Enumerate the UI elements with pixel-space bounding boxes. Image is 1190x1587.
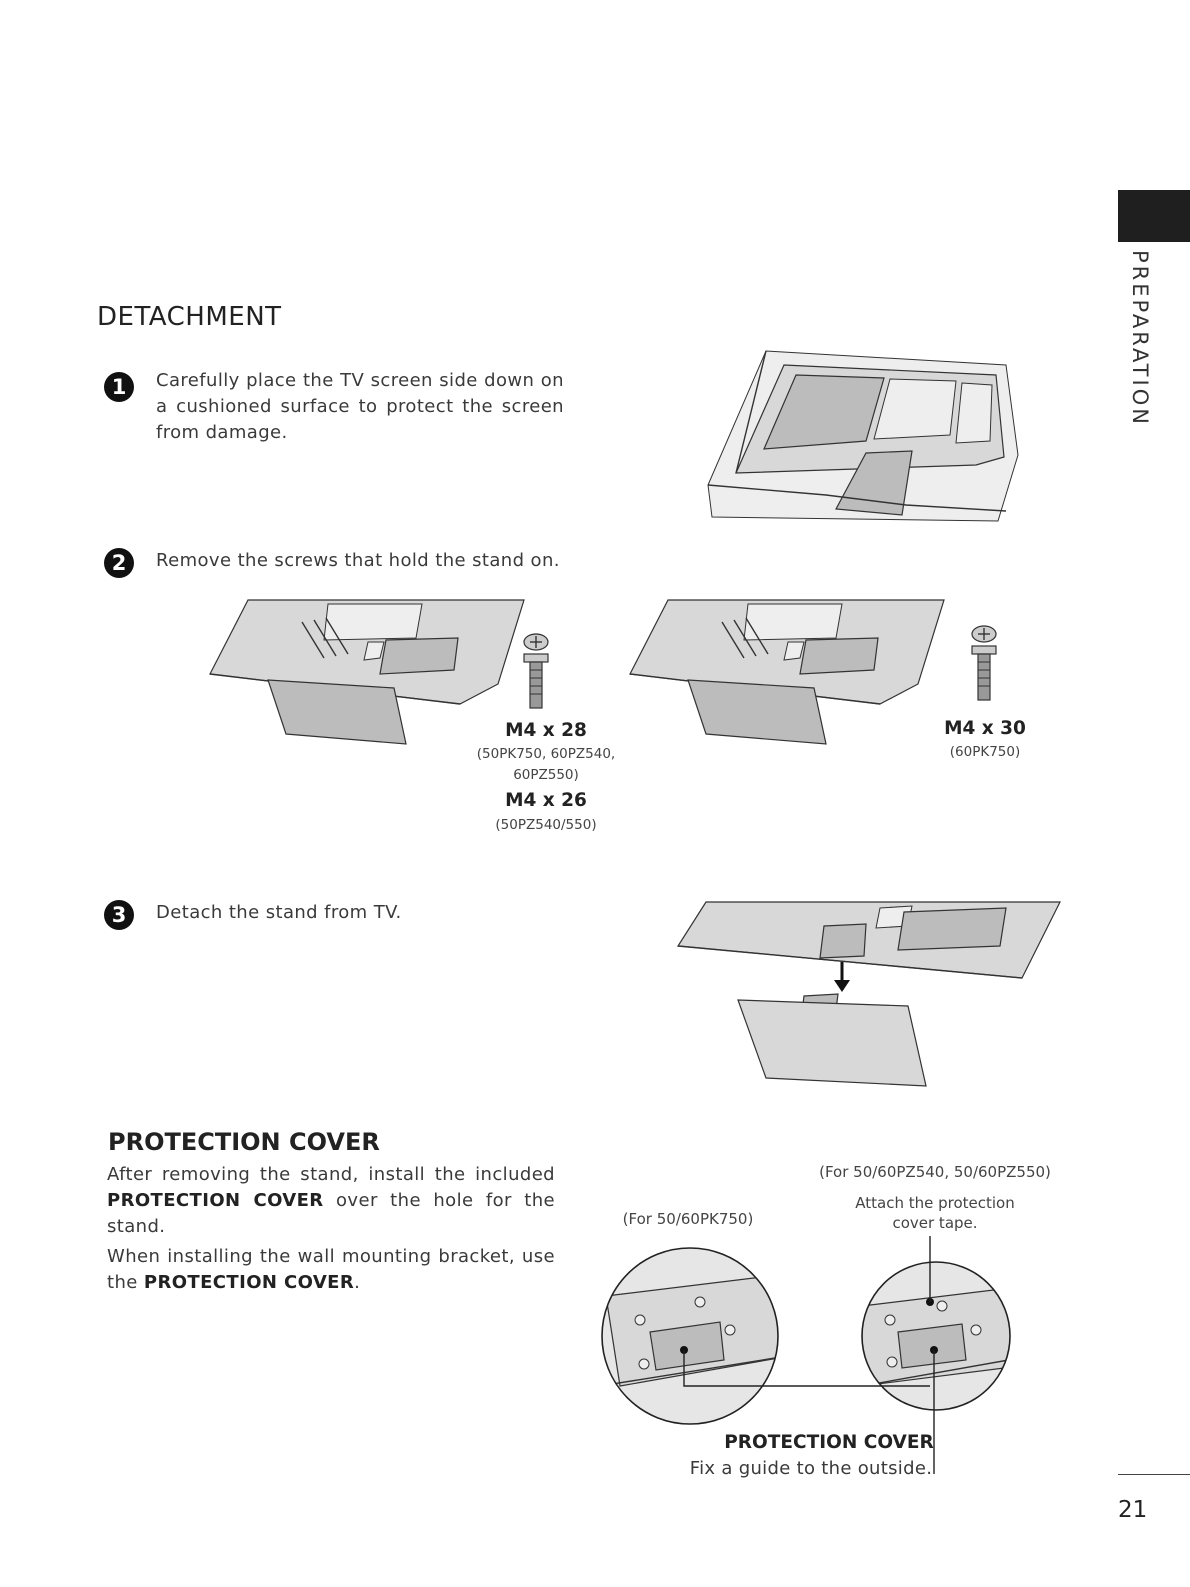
step-3-number: 3 <box>104 900 134 930</box>
para2-text-pre: When installing the wall mounting bracket, use the <box>107 1246 555 1293</box>
step-1-number: 1 <box>104 372 134 402</box>
detachment-heading: DETACHMENT <box>97 302 282 332</box>
para2-text-post: . <box>354 1272 361 1293</box>
step-2-text: Remove the screws that hold the stand on. <box>156 550 560 571</box>
screw-right-size: M4 x 30 <box>944 718 1026 739</box>
step-3-text: Detach the stand from TV. <box>156 902 402 923</box>
protection-cover-heading: PROTECTION COVER <box>108 1128 380 1156</box>
page-number: 21 <box>1118 1497 1148 1523</box>
screw-m4x30-icon <box>964 624 1004 704</box>
protection-cover-paragraph-1 <box>107 1162 555 1240</box>
section-tab-marker <box>1118 190 1190 242</box>
tape-note-line2: cover tape. <box>892 1214 978 1232</box>
screw-left-size: M4 x 28 <box>505 720 587 741</box>
stand-detach-illustration <box>676 900 1066 1100</box>
screw-left-models-2: (50PZ540/550) <box>495 817 597 833</box>
step-1-text: Carefully place the TV screen side down on a cushioned surface to protect the screen from damage. <box>156 370 564 443</box>
callout-protection-cover-text: Fix a guide to the outside. <box>689 1458 933 1479</box>
para1-text-post: over the hole for the stand. <box>107 1190 555 1237</box>
step-2-number: 2 <box>104 548 134 578</box>
caption-for-pz-models: (For 50/60PZ540, 50/60PZ550) <box>819 1163 1051 1181</box>
screw-left-size-2: M4 x 26 <box>505 790 587 811</box>
tape-note-line1: Attach the protection <box>855 1194 1015 1212</box>
para1-text-pre: After removing the stand, install the included <box>107 1164 555 1185</box>
section-tab-label: PREPARATION <box>1128 250 1152 427</box>
caption-for-pk-models: (For 50/60PK750) <box>622 1210 754 1228</box>
tv-face-down-illustration <box>706 345 1026 530</box>
screw-right-models: (60PK750) <box>949 744 1021 760</box>
para2-bold: PROTECTION COVER <box>143 1272 355 1293</box>
page-number-rule <box>1118 1474 1190 1475</box>
screw-left-models-line2: 60PZ550) <box>513 767 579 783</box>
screw-m4x28-icon <box>516 632 556 712</box>
protection-cover-paragraph-2 <box>107 1244 555 1296</box>
callout-protection-cover-title: PROTECTION COVER <box>724 1432 934 1453</box>
screw-left-models-line1: (50PK750, 60PZ540, <box>476 746 616 762</box>
para1-bold: PROTECTION COVER <box>107 1190 324 1211</box>
